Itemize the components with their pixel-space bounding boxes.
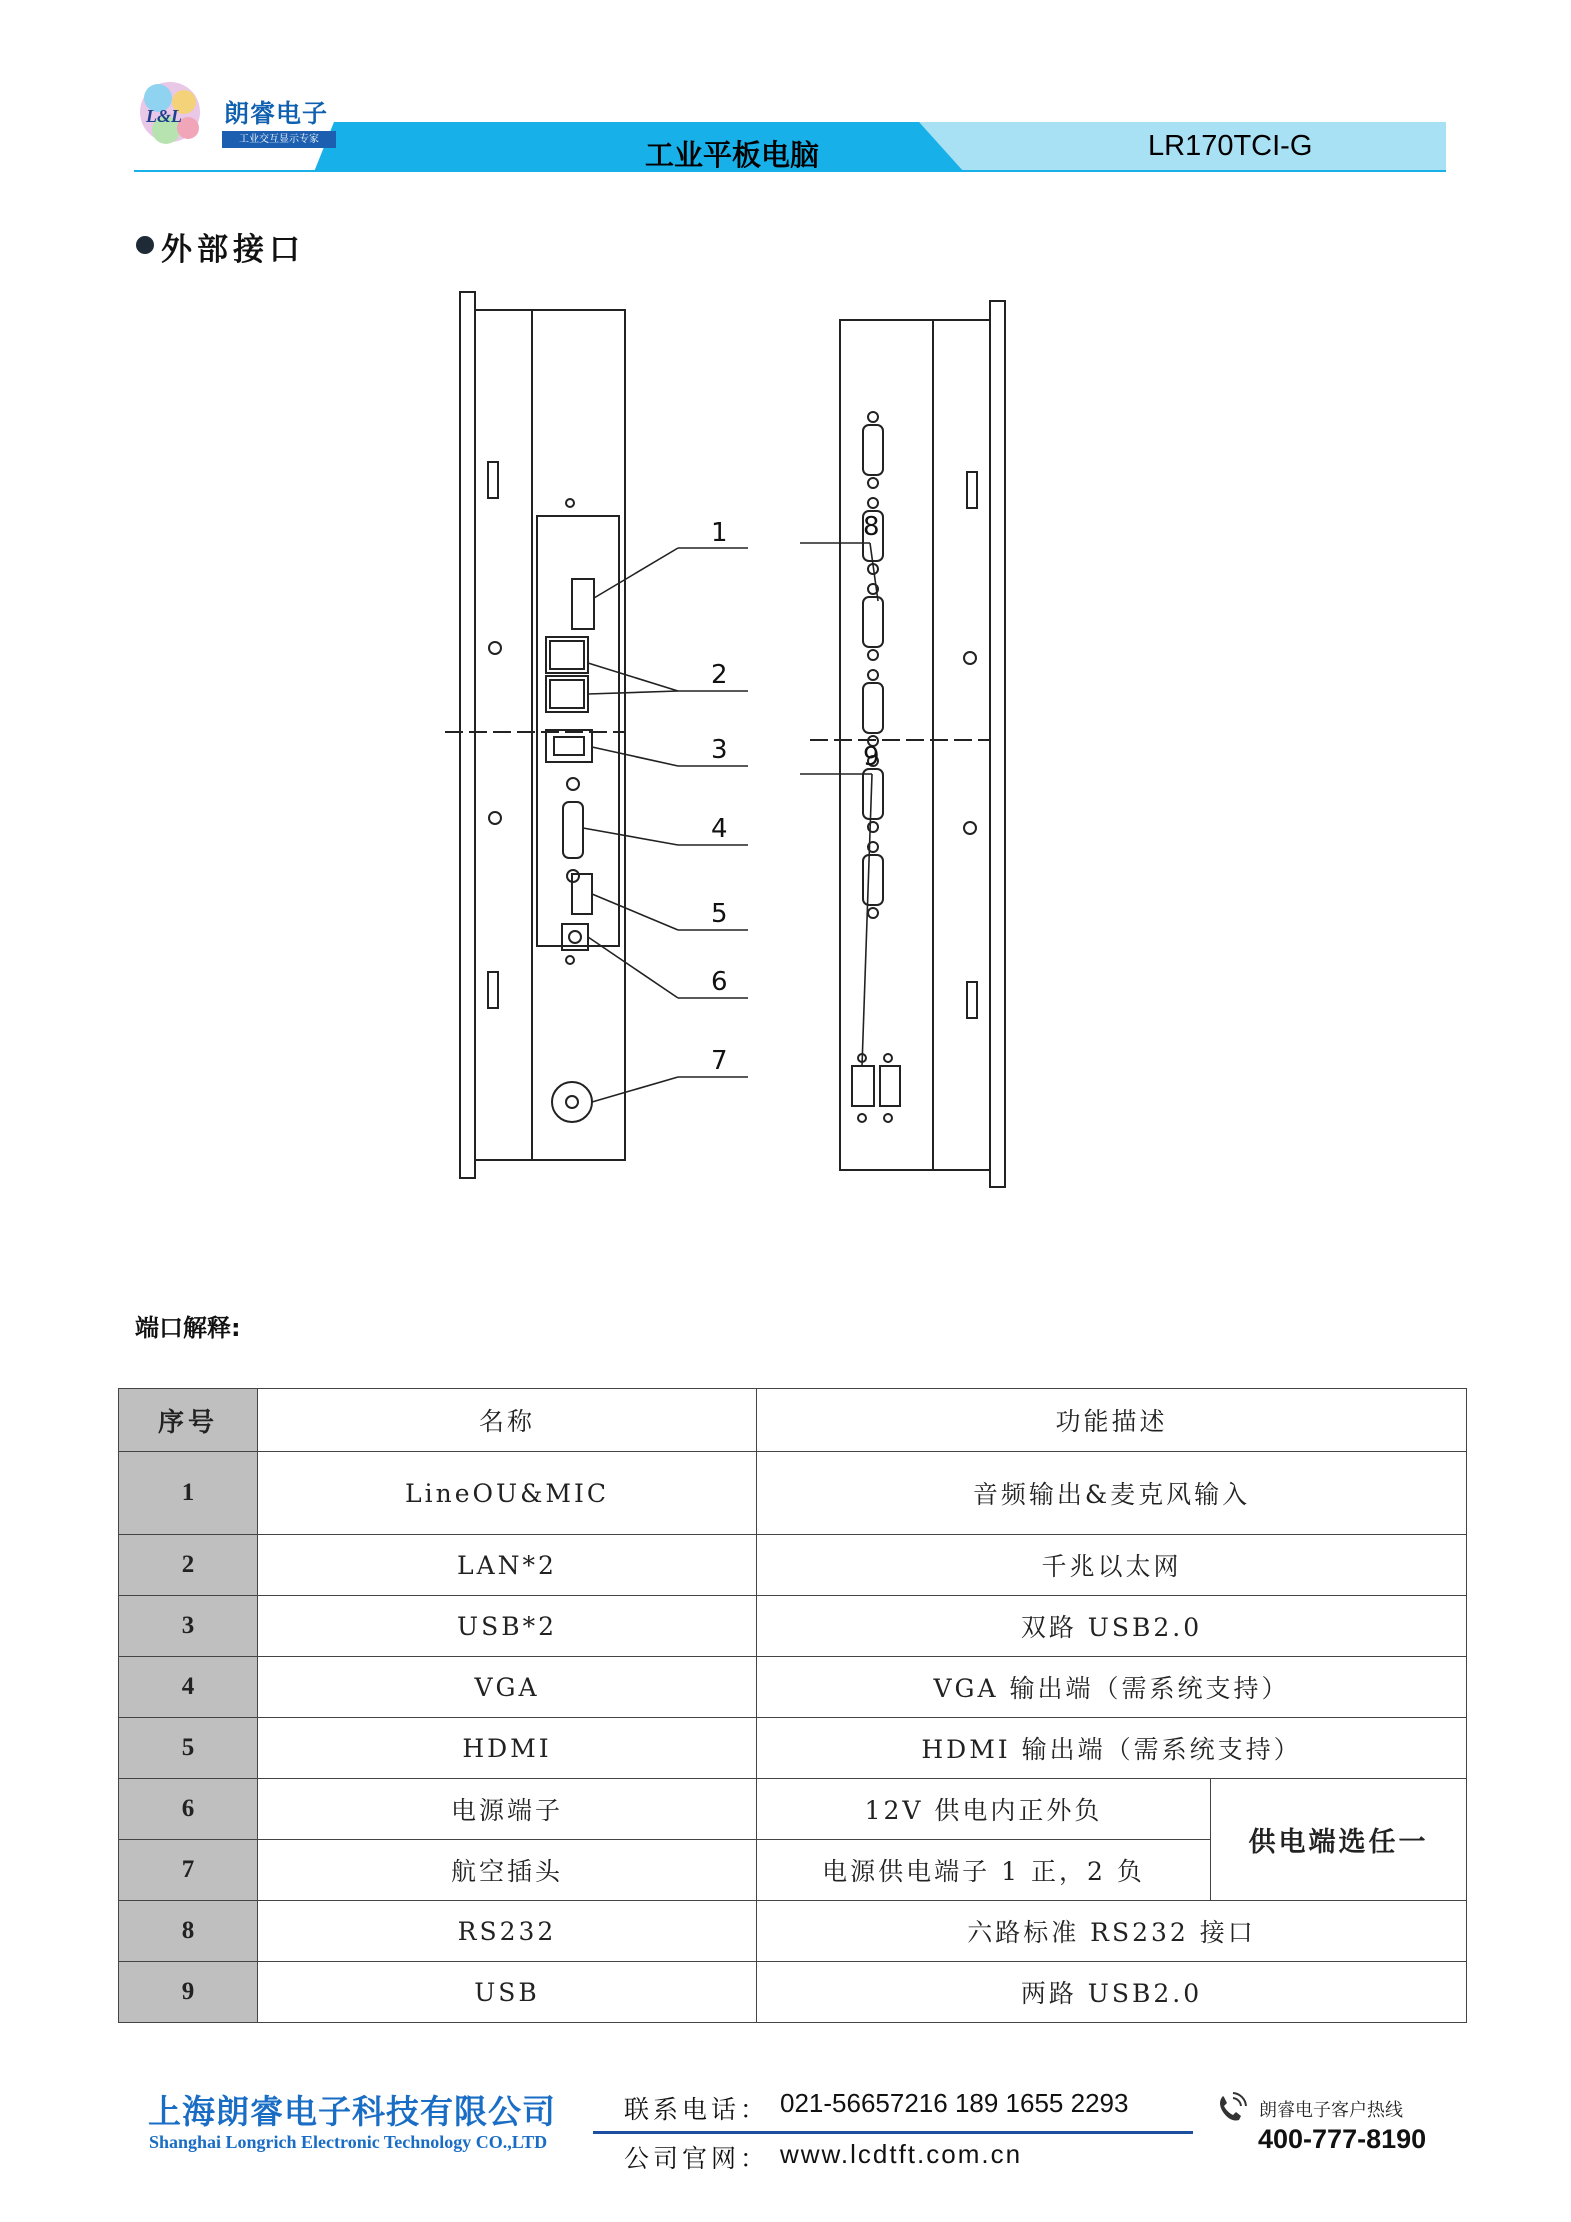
footer-company-name-en: Shanghai Longrich Electronic Technology CO.,LTD	[149, 2132, 548, 2152]
row-index: 3	[119, 1596, 258, 1657]
phone-icon	[1215, 2092, 1247, 2124]
model-number: LR170TCI-G	[1148, 130, 1313, 162]
lan-port-1	[546, 637, 588, 673]
table-row	[119, 1901, 1467, 1962]
header-name: 名称	[258, 1389, 757, 1452]
row-description: 千兆以太网	[757, 1535, 1467, 1596]
row-index: 6	[119, 1779, 258, 1840]
callout-5: 5	[711, 899, 728, 929]
row-index: 1	[119, 1452, 258, 1535]
audio-port	[572, 579, 594, 629]
table-row	[119, 1779, 1467, 1840]
callout-2: 2	[711, 660, 728, 690]
power-note: 供电端选任一	[1211, 1779, 1467, 1901]
port-table	[118, 1388, 1467, 2023]
row-index: 9	[119, 1962, 258, 2023]
row-index: 2	[119, 1535, 258, 1596]
vga-port	[563, 802, 583, 858]
right-side-view	[810, 301, 1005, 1187]
callout-leaders	[583, 543, 878, 1102]
callout-7: 7	[711, 1046, 728, 1076]
section-title: 外部接口	[161, 232, 305, 268]
row-index: 4	[119, 1657, 258, 1718]
hotline-label: 朗睿电子客户热线	[1259, 2100, 1403, 2121]
footer-company-name: 上海朗睿电子科技有限公司	[148, 2092, 556, 2131]
row-description: 双路 USB2.0	[757, 1596, 1467, 1657]
callout-6: 6	[711, 967, 728, 997]
row-description: 12V 供电内正外负	[757, 1779, 1211, 1840]
rs232-port-3	[863, 584, 883, 660]
footer-website-label: 公司官网：	[624, 2144, 770, 2173]
header-description: 功能描述	[757, 1389, 1467, 1452]
row-index: 5	[119, 1718, 258, 1779]
hdmi-port	[572, 874, 592, 914]
footer-phone-label: 联系电话：	[624, 2095, 770, 2124]
brand-slogan: 工业交互显示专家	[222, 131, 336, 148]
row-name: LAN*2	[258, 1535, 757, 1596]
hotline-number: 400-777-8190	[1258, 2124, 1427, 2154]
row-description: 六路标准 RS232 接口	[757, 1901, 1467, 1962]
callout-3: 3	[711, 735, 728, 765]
row-name: 航空插头	[258, 1840, 757, 1901]
table-row	[119, 1596, 1467, 1657]
callout-1: 1	[711, 518, 728, 548]
document-title: 工业平板电脑	[645, 138, 820, 172]
row-description: 电源供电端子 1 正，2 负	[757, 1840, 1211, 1901]
footer-phone: 021-56657216 189 1655 2293	[780, 2088, 1129, 2118]
port-diagram	[430, 280, 1150, 1200]
table-row	[119, 1962, 1467, 2023]
footer-divider	[593, 2131, 1193, 2134]
row-name: USB*2	[258, 1596, 757, 1657]
row-description: HDMI 输出端（需系统支持）	[757, 1718, 1467, 1779]
footer-website: www.lcdtft.com.cn	[780, 2139, 1023, 2169]
row-index: 7	[119, 1840, 258, 1901]
lan-port-2	[546, 676, 588, 712]
row-name: HDMI	[258, 1718, 757, 1779]
table-row	[119, 1452, 1467, 1535]
row-description: VGA 输出端（需系统支持）	[757, 1657, 1467, 1718]
row-name: USB	[258, 1962, 757, 2023]
callout-4: 4	[711, 814, 728, 844]
usb-pair-port	[852, 1066, 874, 1106]
left-side-view	[445, 292, 625, 1178]
row-name: 电源端子	[258, 1779, 757, 1840]
table-row	[119, 1657, 1467, 1718]
usb-port	[546, 730, 592, 762]
brand-name: 朗睿电子	[224, 99, 329, 128]
row-name: VGA	[258, 1657, 757, 1718]
bullet-icon	[136, 236, 154, 254]
row-name: LineOU&MIC	[258, 1452, 757, 1535]
rs232-port-6	[863, 842, 883, 918]
row-description: 音频输出&麦克风输入	[757, 1452, 1467, 1535]
callout-8: 8	[863, 512, 880, 542]
table-header-row	[119, 1389, 1467, 1452]
table-row	[119, 1535, 1467, 1596]
callout-9: 9	[863, 742, 880, 772]
logo-text: L&L	[146, 106, 182, 126]
aviation-plug	[552, 1082, 592, 1122]
rs232-port-1	[863, 412, 883, 488]
header-index: 序号	[119, 1389, 258, 1452]
rs232-port-4	[863, 670, 883, 746]
row-index: 8	[119, 1901, 258, 1962]
port-explanation-label: 端口解释:	[135, 1314, 241, 1342]
row-description: 两路 USB2.0	[757, 1962, 1467, 2023]
table-row	[119, 1718, 1467, 1779]
row-name: RS232	[258, 1901, 757, 1962]
